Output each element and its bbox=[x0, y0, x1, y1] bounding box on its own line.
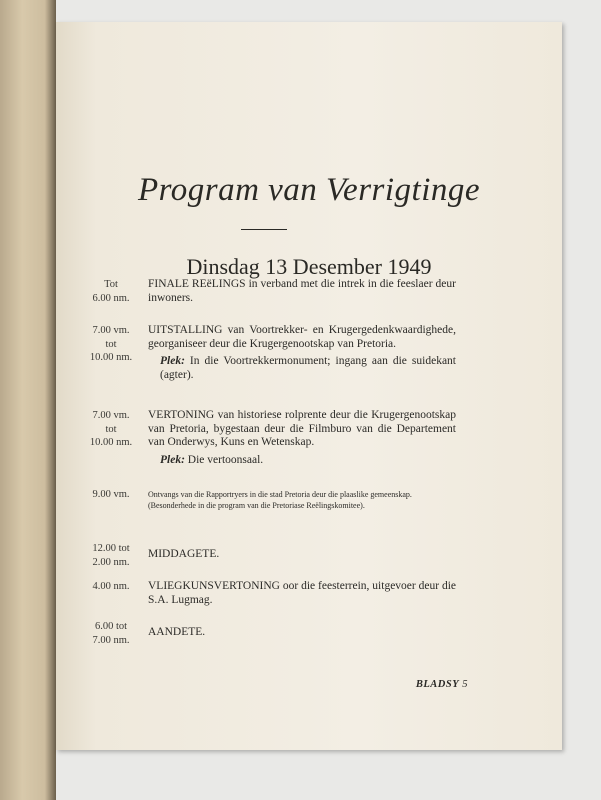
page-title: Program van Verrigtinge bbox=[137, 172, 481, 208]
title-divider bbox=[241, 229, 287, 230]
entry-time: 7.00 vm. tot 10.00 nm. bbox=[89, 325, 133, 363]
entry-description bbox=[148, 548, 456, 562]
entry-time: 12.00 tot 2.00 nm. bbox=[92, 543, 130, 568]
entry-time: Tot 6.00 nm. bbox=[92, 279, 130, 304]
entry-time: 4.00 nm. bbox=[92, 581, 130, 592]
entry-lead: VERTONING bbox=[148, 409, 215, 421]
entry-description bbox=[148, 490, 456, 511]
entry-description bbox=[148, 409, 456, 467]
entry-time: 6.00 tot 7.00 nm. bbox=[92, 621, 130, 646]
entry-lead: VLIEGKUNSVERTONING bbox=[148, 580, 280, 592]
entry-place: Plek: Die vertoonsaal. bbox=[160, 453, 264, 466]
entry-text: in verband met die intrek in die feeslaer deur inwoners. bbox=[148, 278, 456, 304]
entry-text: Ontvangs van die Rapportryers in die stad Pretoria deur die plaaslike gemeenskap. bbox=[148, 490, 412, 499]
facing-page-edge bbox=[0, 0, 56, 800]
entry-place: Plek: In die Voortrekkermonument; ingang aan die suidekant (agter). bbox=[160, 355, 456, 381]
book-page bbox=[56, 22, 562, 750]
entry-lead: UITSTALLING bbox=[148, 324, 223, 336]
entry-description bbox=[148, 278, 456, 305]
entry-description bbox=[148, 626, 456, 640]
entry-time: 9.00 vm. bbox=[92, 489, 130, 500]
date-heading: Dinsdag 13 Desember 1949 bbox=[186, 254, 432, 279]
entry-text: van historiese rolprente deur die Krugergenootskap van Pretoria, bygestaan deur die Filmburo van die Departement van Onderwys, Kuns en Wetenskap. bbox=[148, 409, 456, 448]
entry-lead: FINALE REëLINGS bbox=[148, 278, 246, 290]
entry-description bbox=[148, 324, 456, 382]
entry-text: oor die feesterrein, uitgevoer deur die S.A. Lugmag. bbox=[148, 580, 456, 606]
entry-description bbox=[148, 580, 456, 607]
entry-text: van Voortrekker- en Krugergedenkwaardighede, georganiseer deur die Krugergenootskap van Pretoria. bbox=[148, 324, 456, 350]
entry-lead: MIDDAGETE. bbox=[148, 548, 220, 560]
entry-lead: AANDETE. bbox=[148, 626, 206, 638]
page-number: BLADSY 5 bbox=[415, 679, 468, 690]
entry-time: 7.00 vm. tot 10.00 nm. bbox=[89, 410, 133, 448]
entry-note: (Besonderhede in die program van die Pretoriase Reëlingskomitee). bbox=[148, 500, 365, 510]
